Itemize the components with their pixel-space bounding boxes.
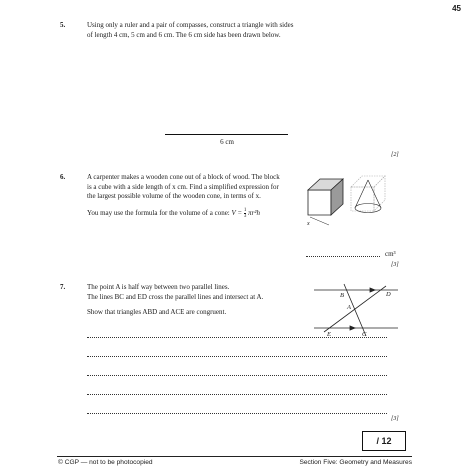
footer-divider — [57, 456, 412, 457]
question-5-text: Using only a ruler and a pair of compasses, construct a triangle with sides of length 4 cm, 5 cm and 6 cm. The 6 cm side has been drawn below. — [87, 21, 294, 39]
question-5-number: 5. — [60, 21, 66, 29]
footer-copyright: © CGP — not to be photocopied — [58, 459, 153, 466]
point-c-label: C — [362, 331, 367, 338]
question-6-marks: [3] — [391, 262, 399, 268]
page-score-box: / 12 — [362, 431, 406, 451]
question-7-number: 7. — [60, 283, 66, 291]
point-e-label: E — [327, 331, 331, 338]
question-7-marks: [3] — [391, 416, 399, 422]
point-d-label: D — [386, 291, 391, 298]
question-7-answer-line[interactable] — [87, 375, 387, 376]
question-6-number: 6. — [60, 173, 66, 181]
cube-side-label: x — [307, 221, 310, 227]
page-number: 45 — [452, 4, 461, 13]
question-6-text: A carpenter makes a wooden cone out of a block of wood. The block is a cube with a side length of x cm. Find a simplified expression for the largest possible volume of the wooden cone, in terms of x. — [87, 173, 280, 200]
line-ed — [324, 286, 386, 332]
question-6-unit: cm³ — [385, 250, 396, 258]
point-b-label: B — [340, 292, 344, 299]
question-6-answer-line[interactable] — [306, 256, 380, 257]
cone-in-cube-diagram — [351, 176, 385, 213]
construction-line-label: 6 cm — [220, 138, 234, 146]
cube-and-cone-diagram — [300, 170, 390, 232]
question-7-text: The point A is half way between two parallel lines. The lines BC and ED cross the parallel lines and intersect at A. Show that triangles ABD and ACE are congruent. — [87, 283, 264, 316]
footer-section-title: Section Five: Geometry and Measures — [299, 459, 412, 466]
question-7-answer-line[interactable] — [87, 394, 387, 395]
upper-parallel-arrow — [370, 288, 375, 292]
lower-parallel-arrow — [350, 326, 355, 330]
question-7-answer-line[interactable] — [87, 413, 387, 414]
cube-diagram — [308, 179, 343, 215]
cone-volume-formula: You may use the formula for the volume of a cone: V = $\frac{1}{3}$ πr²h — [87, 208, 260, 219]
construction-base-line — [165, 134, 288, 135]
parallel-lines-diagram — [310, 280, 402, 340]
point-a-label: A — [347, 304, 351, 311]
question-7-answer-line[interactable] — [87, 337, 387, 338]
question-5-marks: [2] — [391, 152, 399, 158]
question-7-answer-line[interactable] — [87, 356, 387, 357]
